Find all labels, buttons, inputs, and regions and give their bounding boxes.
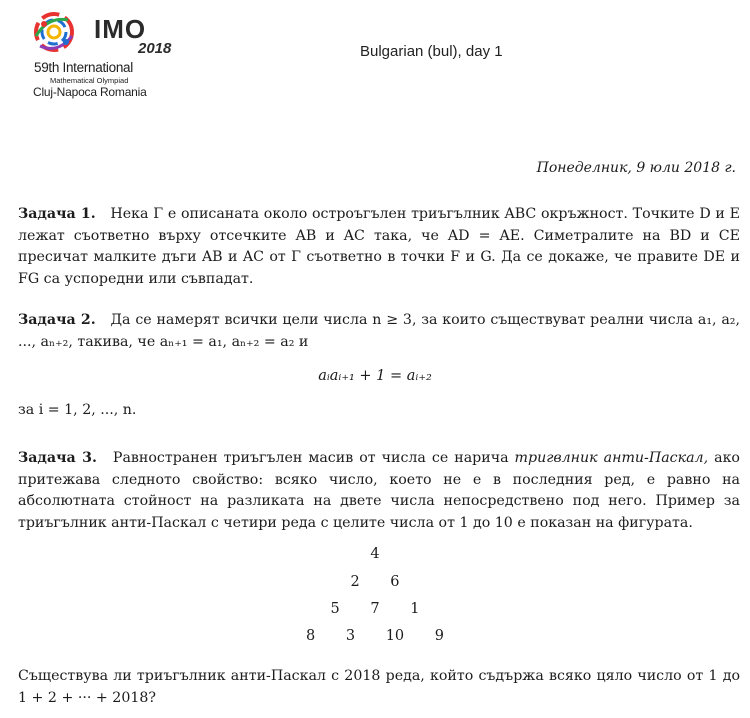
- problem-1-title: Задача 1.: [18, 206, 96, 222]
- triangle-number: 8: [306, 628, 316, 644]
- problem-1: [18, 204, 740, 290]
- problem-2-formula: aᵢaᵢ₊₁ + 1 = aᵢ₊₂: [318, 368, 432, 384]
- triangle-number: 9: [434, 628, 444, 644]
- problem-3-question: Съществува ли триъгълник анти-Паскал с 2018 реда, който съдържа всяко цяло число от 1 до 1 + 2 + ··· + 2018?: [18, 668, 740, 706]
- problem-2-after: за i = 1, 2, ..., n.: [18, 402, 137, 418]
- problem-3-text-after: ако притежава следното свойство: всяко число, което не е в последния ред, е равно на абсолютната стойност на разликата на двете числа непосредствено под него. Пример за триъгълник анти-Паскал с четири реда с целите числа от 1 до 10 е показан на фигурата.: [18, 450, 740, 531]
- triangle-row-2: [0, 574, 750, 590]
- date-label: Понеделник, 9 юли 2018 г.: [536, 160, 736, 176]
- triangle-number: 2: [350, 574, 360, 590]
- problem-2: [18, 310, 740, 353]
- problem-1-text: Нека Γ е описаната около остроъгълен триъгълник ABC окръжност. Точките D и E лежат съответно върху отсечките AB и AC така, че AD = AE. Симетралите на BD и CE пресичат малките дъги AB и AC от Γ съответно в точки F и G. Да се докаже, че правите DE и FG са успоредни или съвпадат.: [18, 206, 740, 287]
- imo-logo: [28, 6, 188, 98]
- triangle-number: 5: [330, 601, 340, 617]
- triangle-number: 7: [370, 601, 380, 617]
- problem-2-text: Да се намерят всички цели числа n ≥ 3, за които съществуват реални числа a₁, a₂, ..., aₙ₊₂, такива, че aₙ₊₁ = a₁, aₙ₊₂ = a₂ и: [18, 312, 740, 350]
- logo-line-3: Cluj-Napoca Romania: [33, 85, 147, 99]
- language-day-label: Bulgarian (bul), day 1: [360, 43, 503, 60]
- triangle-row-3: [0, 601, 750, 617]
- triangle-number: 1: [410, 601, 420, 617]
- problem-3-term: тригвлник анти-Паскал,: [514, 450, 709, 466]
- imo-emblem-icon: [28, 6, 98, 66]
- logo-line-1: 59th International: [34, 60, 133, 75]
- triangle-row-1: [0, 546, 750, 562]
- triangle-number: 10: [385, 628, 405, 644]
- triangle-number: 6: [390, 574, 400, 590]
- logo-abbrev: IMO: [94, 14, 147, 44]
- problem-2-title: Задача 2.: [18, 312, 96, 328]
- triangle-number: 3: [345, 628, 356, 644]
- logo-year: 2018: [138, 40, 172, 57]
- triangle-number: 4: [370, 546, 380, 562]
- triangle-row-4: [0, 628, 750, 644]
- logo-line-2: Mathematical Olympiad: [50, 76, 129, 85]
- problem-3: [18, 448, 740, 534]
- problem-3-text-before: Равностранен триъгълен масив от числа се нарича: [112, 450, 509, 466]
- problem-3-title: Задача 3.: [18, 450, 97, 466]
